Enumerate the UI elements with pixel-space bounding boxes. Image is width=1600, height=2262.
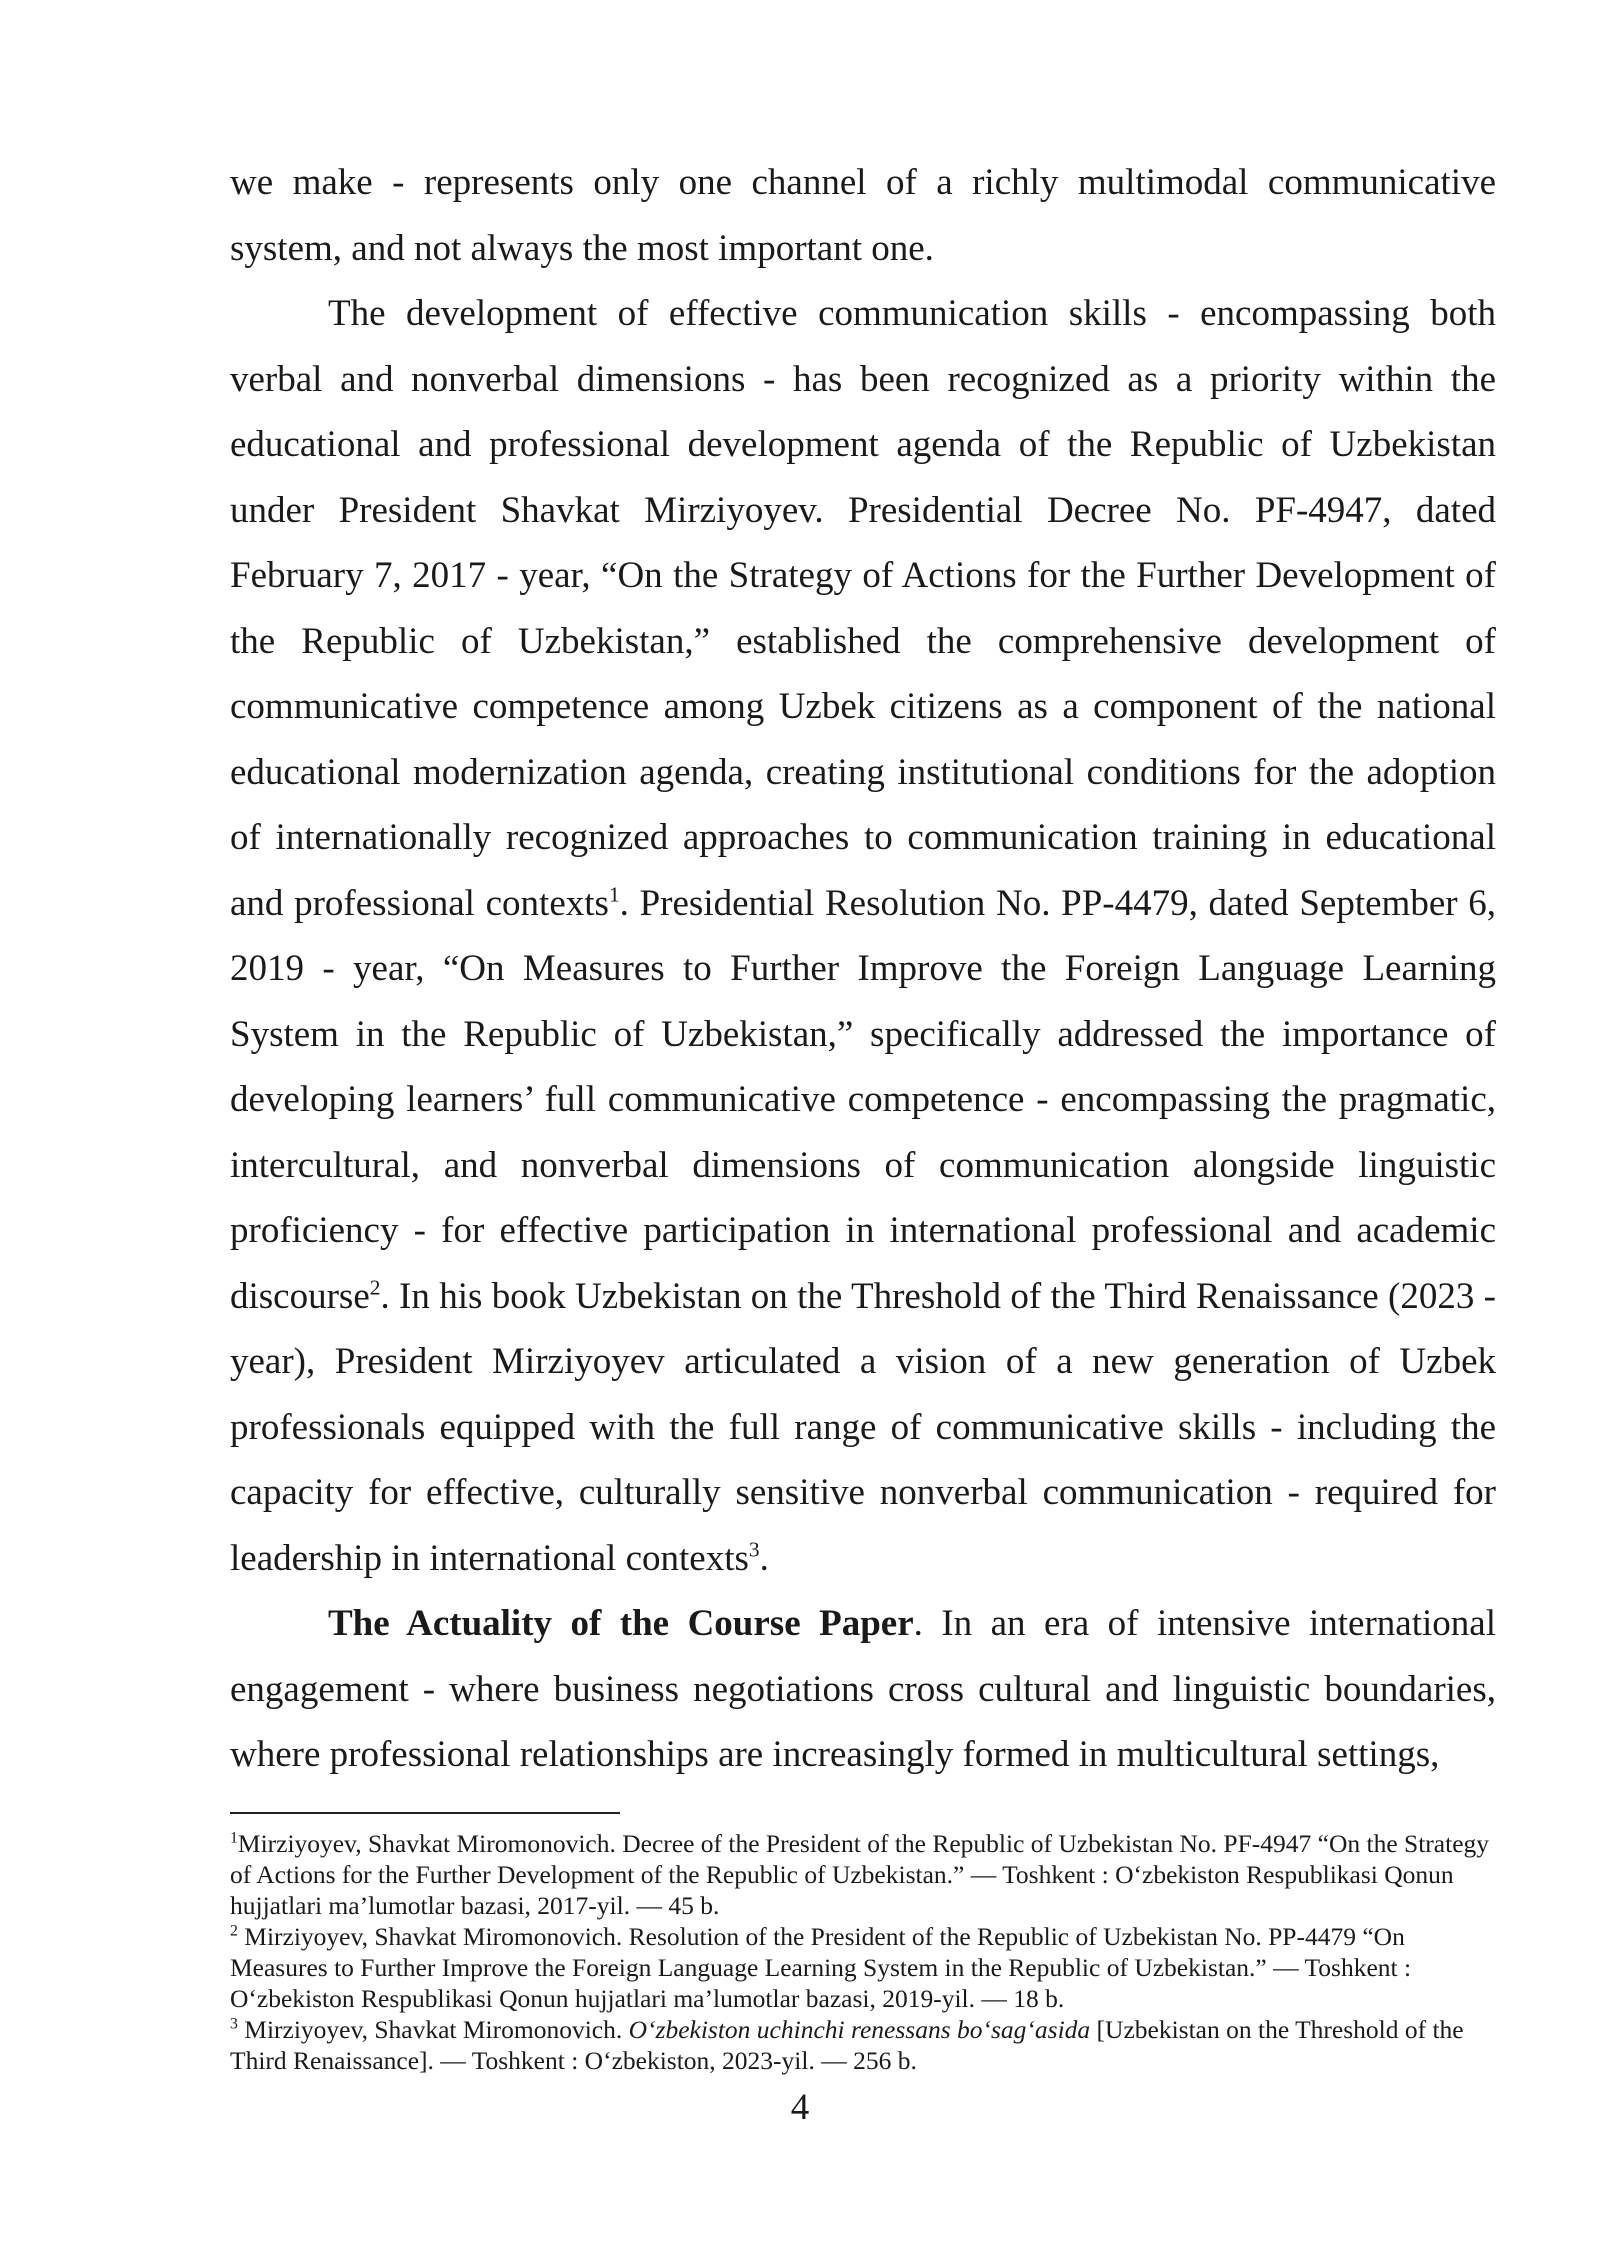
footnote-3 [230,2014,1496,2076]
paragraph-communication-skills-policy [230,281,1496,1591]
footnotes [230,1828,1496,2076]
footnote-mark: 3 [230,2015,238,2033]
paragraph-text: . In an era of intensive international engagement - where business negotiations cross cultural and linguistic boundaries, where professional relationships are increasingly formed in multicultural settings, [230,1603,1496,1775]
paragraph-text: . Presidential Resolution No. PP-4479, dated September 6, 2019 - year, “On Measures to Further Improve the Foreign Language Learning System in the Republic of Uzbekistan,” specifically addressed the importance of developing learners’ full communicative competence - encompassing the pragmatic, intercultural, and nonverbal dimensions of communication alongside linguistic proficiency - for effective participation in international professional and academic discourse [230,882,1496,1317]
paragraph-text: . [759,1537,769,1579]
footnote-ref-1: 1 [608,882,620,907]
footnote-mark: 2 [230,1922,238,1940]
footnote-text: Mirziyoyev, Shavkat Miromonovich. [237,2015,629,2044]
footnote-1 [230,1828,1496,1921]
paragraph-actuality [230,1591,1496,1788]
footnote-ref-3: 3 [748,1537,760,1562]
footnote-book-title: O‘zbekiston uchinchi renessans bo‘sag‘asida [628,2015,1091,2044]
footnote-mark: 1 [230,1829,238,1847]
footnote-text: Mirziyoyev, Shavkat Miromonovich. Decree of the President of the Republic of Uzbekistan No. PF-4947 “On the Strategy of Actions for the Further Development of the Republic of Uzbekistan.” — Toshkent : O‘zbekiston Respublikasi Qonun hujjatlari ma’lumotlar bazasi, 2017-yil. — 45 b. [230,1829,1490,1920]
section-heading-actuality: The Actuality of the Course Paper [328,1603,914,1644]
footnote-text: Mirziyoyev, Shavkat Miromonovich. Resolution of the President of the Republic of Uzbekistan No. PP-4479 “On Measures to Further Improve the Foreign Language Learning System in the Republic of Uzbekistan.” — Toshkent : O‘zbekiston Respublikasi Qonun hujjatlari ma’lumotlar bazasi, 2019-yil. — 18 b. [230,1922,1412,2013]
footnote-2 [230,1921,1496,2014]
footnote-ref-2: 2 [369,1275,381,1300]
paragraph-text: The development of effective communication skills - encompassing both verbal and nonverbal dimensions - has been recognized as a priority within the educational and professional development agenda of the Republic of Uzbekistan under President Shavkat Mirziyoyev. Presidential Decree No. PF-4947, dated February 7, 2017 - year, “On the Strategy of Actions for the Further Development of the Republic of Uzbekistan,” established the comprehensive development of communicative competence among Uzbek citizens as a component of the national educational modernization agenda, creating institutional conditions for the adoption of internationally recognized approaches to communication training in educational and professional contexts [230,293,1496,924]
footnote-text: [Uzbekistan on the Threshold of the Third Renaissance]. — Toshkent : O‘zbekiston, 2023-yil. — 256 b. [230,2015,1464,2075]
page-body [230,150,1496,1788]
paragraph-continuation: we make - represents only one channel of a richly multimodal communicative system, and not always the most important one. [230,162,1496,269]
footnote-separator [230,1812,620,1814]
paragraph-text: . In his book Uzbekistan on the Threshold of the Third Renaissance (2023 - year), President Mirziyoyev articulated a vision of a new generation of Uzbek professionals equipped with the full range of communicative skills - including the capacity for effective, culturally sensitive nonverbal communication - required for leadership in international contexts [230,1275,1496,1579]
page-number: 4 [790,2087,810,2128]
